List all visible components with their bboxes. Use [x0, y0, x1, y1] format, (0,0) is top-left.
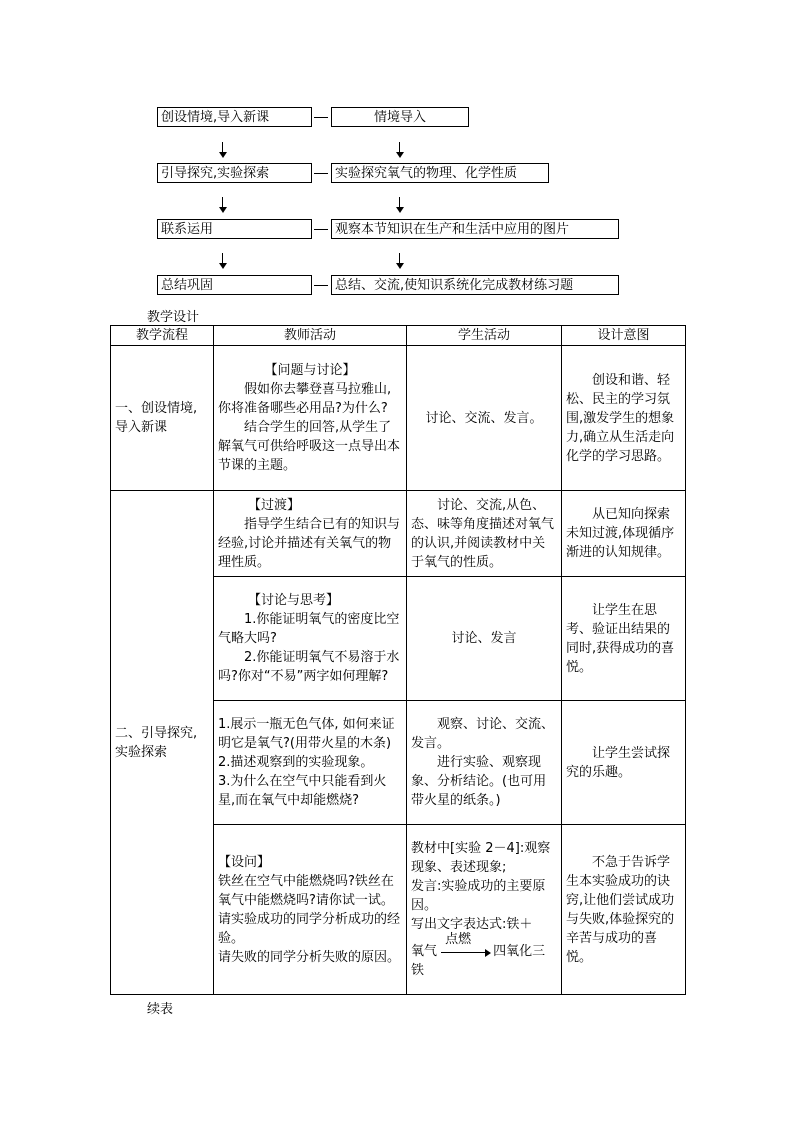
flow-right-4: 总结、交流,使知识系统化完成教材练习题 [331, 275, 619, 295]
flow-connector-3 [314, 229, 328, 230]
intent-cell [562, 491, 686, 577]
teaching-design-table [110, 325, 686, 995]
student-cell: 讨论、发言 [407, 577, 562, 701]
teacher-text: 2.描述观察到的实验现象。 [218, 755, 374, 770]
header-student: 学生活动 [407, 326, 562, 346]
teacher-text: 指导学生结合已有的知识与经验,讨论并描述有关氧气的物理性质。 [218, 516, 401, 570]
teacher-heading: 【设问】 [218, 854, 271, 870]
flow-connector-2 [314, 173, 328, 174]
word-equation [411, 932, 557, 980]
stage-cell: 一、创设情境,导入新课 [111, 346, 214, 491]
flow-left-1: 创设情境,导入新课 [157, 107, 312, 127]
teacher-cell [214, 825, 407, 995]
table-row [111, 346, 686, 491]
student-cell: 讨论、交流、发言。 [407, 346, 562, 491]
flow-left-4: 总结巩固 [157, 275, 312, 295]
intent-text: 让学生在思考、验证出结果的同时,获得成功的喜悦。 [566, 602, 675, 675]
flow-connector-1 [314, 117, 328, 118]
reaction-arrow-icon [441, 932, 493, 961]
student-text: 讨论、交流,从色、态、味等角度描述对氧气的认识,并阅读教材中关于氧气的性质。 [411, 497, 555, 570]
down-arrow-icon [218, 142, 228, 158]
teacher-text: 结合学生的回答,从学生了解氧气可供给呼吸这一点导出本节课的主题。 [218, 420, 401, 473]
teacher-text: 1.展示一瓶无色气体, 如何来证明它是氧气?(用带火星的木条) [218, 717, 395, 751]
header-intent: 设计意图 [562, 326, 686, 346]
footer-note: 续表 [147, 1002, 174, 1017]
intent-text: 从已知向探索未知过渡,体现循序渐进的认知规律。 [566, 507, 675, 560]
flow-right-1: 情境导入 [331, 107, 469, 127]
flow-right-3: 观察本节知识在生产和生活中应用的图片 [331, 219, 619, 239]
flow-right-2: 实验探究氧气的物理、化学性质 [331, 163, 549, 183]
down-arrow-icon [218, 253, 228, 269]
student-text: 发言:实验成功的主要原因。 [411, 879, 546, 913]
teacher-text: 假如你去攀登喜马拉雅山,你将准备哪些必用品?为什么? [218, 382, 392, 416]
teacher-text: 铁丝在空气中能燃烧吗?铁丝在氧气中能燃烧吗?请你试一试。 [218, 873, 394, 908]
intent-cell [562, 346, 686, 491]
intent-cell [562, 577, 686, 701]
teacher-cell [214, 491, 407, 577]
teacher-heading: 【过渡】 [248, 497, 301, 513]
teacher-heading: 【讨论与思考】 [248, 593, 340, 608]
down-arrow-icon [218, 197, 228, 213]
student-text: 写出文字表达式:铁＋ [411, 917, 533, 932]
student-text: 观察、讨论、交流、发言。 [411, 717, 555, 751]
equation-reactant: 氧气 [411, 944, 438, 959]
intent-cell [562, 701, 686, 825]
intent-text: 不急于告诉学生本实验成功的诀窍,让他们尝试成功与失败,体验探究的辛苦与成功的喜悦。 [566, 854, 675, 965]
flow-left-3: 联系运用 [157, 219, 312, 239]
teacher-heading: 【问题与讨论】 [264, 363, 356, 378]
teacher-text: 1.你能证明氧气的密度比空气略大吗? [218, 612, 400, 646]
student-cell [407, 701, 562, 825]
teacher-cell [214, 701, 407, 825]
equation-condition: 点燃 [445, 932, 472, 947]
down-arrow-icon [395, 253, 405, 269]
flow-left-2: 引导探究,实验探索 [157, 163, 312, 183]
teacher-cell [214, 577, 407, 701]
student-cell [407, 491, 562, 577]
intent-text: 让学生尝试探究的乐趣。 [566, 745, 671, 780]
teacher-text: 请实验成功的同学分析成功的经验。 [218, 911, 401, 946]
intent-text: 创设和谐、轻松、民主的学习氛围,激发学生的想象力,确立从生活走向化学的学习思路。 [566, 372, 675, 464]
teacher-text: 请失败的同学分析失败的原因。 [218, 949, 401, 965]
section-title: 教学设计 [147, 310, 200, 325]
student-text: 教材中[实验 2－4]:观察现象、表述现象; [411, 841, 551, 875]
student-text: 进行实验、观察现象、分析结论。(也可用带火星的纸条。) [411, 755, 547, 808]
teacher-cell [214, 346, 407, 491]
header-teacher: 教师活动 [214, 326, 407, 346]
equation-product: 四氧化三铁 [411, 944, 546, 978]
table-header-row [111, 326, 686, 346]
teacher-text: 3.为什么在空气中只能看到火星,而在氧气中却能燃烧? [218, 774, 387, 808]
teacher-text: 2.你能证明氧气不易溶于水吗?你对“不易”两字如何理解? [218, 650, 400, 684]
student-cell [407, 825, 562, 995]
down-arrow-icon [395, 142, 405, 158]
header-stage: 教学流程 [111, 326, 214, 346]
intent-cell [562, 825, 686, 995]
table-row [111, 491, 686, 577]
stage-cell: 二、引导探究,实验探索 [111, 491, 214, 995]
flow-connector-4 [314, 285, 328, 286]
down-arrow-icon [395, 197, 405, 213]
